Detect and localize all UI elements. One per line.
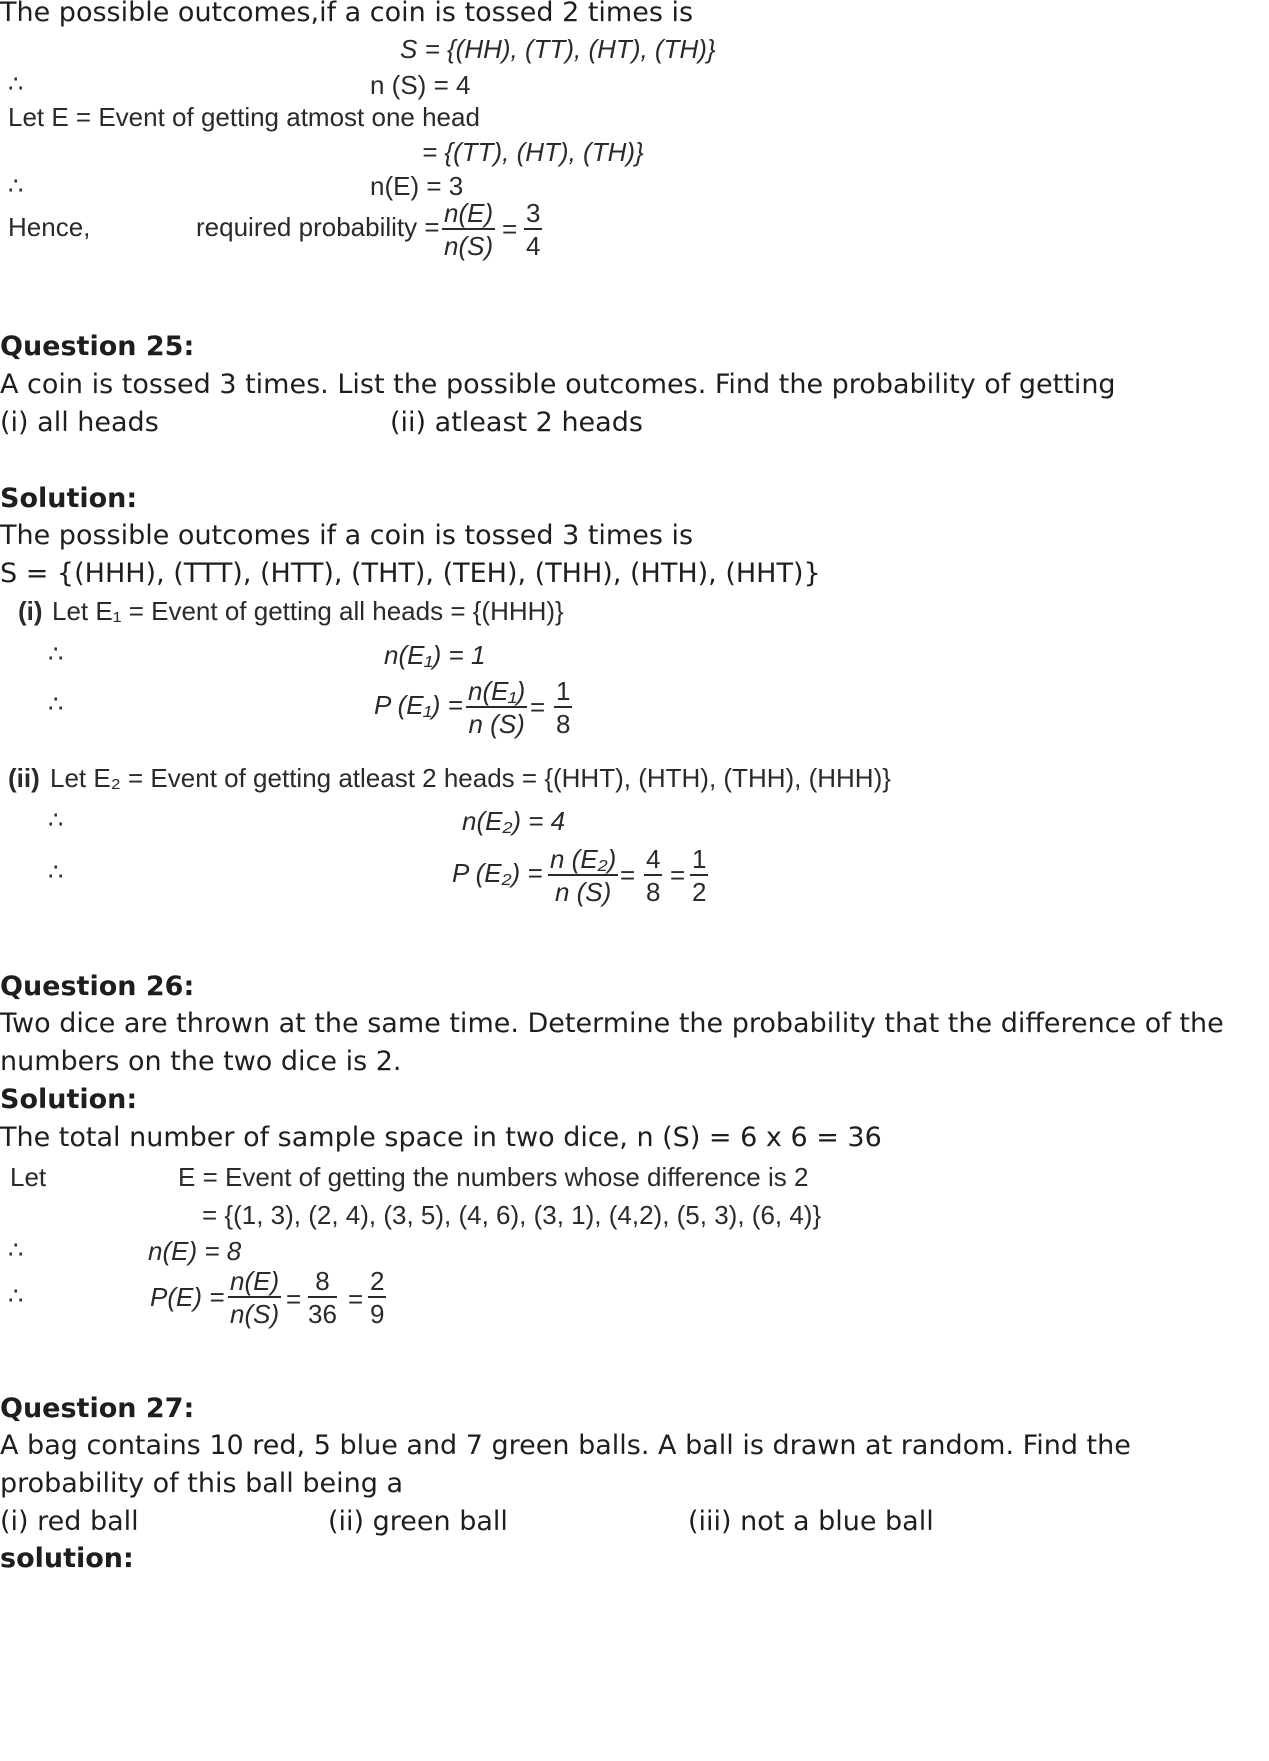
q26-mid <box>308 1266 337 1330</box>
fraction-denominator: n (S) <box>468 709 525 739</box>
fraction-denominator: 4 <box>526 231 541 261</box>
fraction-denominator: n(S) <box>444 231 494 261</box>
part-ii-event: Let E₂ = Event of getting atleast 2 heads = {(HHT), (HTH), (THH), (HHH)} <box>50 763 891 793</box>
q27-option-i: (i) red ball <box>0 1506 139 1537</box>
fraction-numerator: 1 <box>692 844 707 874</box>
result-fraction <box>524 198 542 262</box>
n-e-value: n(E) = 3 <box>370 171 464 201</box>
fraction-numerator: 1 <box>556 676 571 706</box>
part-ii-result <box>690 844 708 908</box>
fraction-numerator: n (E₂) <box>550 844 617 874</box>
question-27-heading: Question 27: <box>0 1393 195 1424</box>
part-i-n-value: n(E₁) = 1 <box>384 640 486 670</box>
fraction-denominator: 36 <box>308 1299 337 1329</box>
therefore-symbol: ∴ <box>48 690 64 718</box>
question-26-text-line2: numbers on the two dice is 2. <box>0 1046 402 1077</box>
part-i-result <box>554 676 572 740</box>
q25-solution-heading: Solution: <box>0 483 138 514</box>
probability-fraction <box>442 198 495 262</box>
equals-sign: = <box>502 214 518 244</box>
question-26-heading: Question 26: <box>0 971 195 1002</box>
therefore-symbol: ∴ <box>8 70 24 98</box>
part-ii-p-label: P (E₂) = <box>452 858 543 888</box>
required-probability-label: required probability = <box>196 212 440 242</box>
part-ii-label: (ii) <box>8 763 40 793</box>
question-25-heading: Question 25: <box>0 331 195 362</box>
q26-p-label: P(E) = <box>150 1282 225 1312</box>
equals-sign: = <box>530 692 546 722</box>
part-ii-fraction <box>548 844 618 908</box>
therefore-symbol: ∴ <box>8 1282 24 1310</box>
question-27-text-line1: A bag contains 10 red, 5 blue and 7 green balls. A ball is drawn at random. Find the <box>0 1430 1131 1461</box>
q27-option-iii: (iii) not a blue ball <box>688 1506 934 1537</box>
fraction-numerator: 4 <box>646 844 661 874</box>
q25-option-i: (i) all heads <box>0 407 159 438</box>
fraction-denominator: n(S) <box>230 1299 280 1329</box>
event-definition: Let E = Event of getting atmost one head <box>8 102 480 132</box>
equals-sign: = <box>286 1284 302 1314</box>
hence-label: Hence, <box>8 212 91 242</box>
therefore-symbol: ∴ <box>48 806 64 834</box>
fraction-numerator: 2 <box>370 1266 385 1296</box>
q25-option-ii: (ii) atleast 2 heads <box>390 407 643 438</box>
fraction-numerator: 3 <box>526 198 541 228</box>
q26-n-value: n(E) = 8 <box>148 1236 242 1266</box>
fraction-numerator: n(E₁) <box>468 676 526 706</box>
n-s-value: n (S) = 4 <box>370 70 471 100</box>
fraction-numerator: n(E) <box>230 1266 280 1296</box>
therefore-symbol: ∴ <box>48 858 64 886</box>
fraction-denominator: 2 <box>692 877 707 907</box>
event-set: = {(TT), (HT), (TH)} <box>422 137 644 167</box>
part-i-fraction <box>466 676 527 740</box>
part-ii-n-value: n(E₂) = 4 <box>462 806 566 836</box>
part-i-p-label: P (E₁) = <box>374 690 463 720</box>
equals-sign: = <box>348 1284 364 1314</box>
question-27-text-line2: probability of this ball being a <box>0 1468 403 1499</box>
q26-result <box>368 1266 386 1330</box>
therefore-symbol: ∴ <box>48 640 64 668</box>
equals-sign: = <box>670 860 686 890</box>
fraction-numerator: 8 <box>308 1266 337 1298</box>
top-intro-text: The possible outcomes,if a coin is tossed 2 times is <box>0 0 694 28</box>
q26-event-set: = {(1, 3), (2, 4), (3, 5), (4, 6), (3, 1), (4,2), (5, 3), (6, 4)} <box>202 1200 822 1230</box>
let-label: Let <box>10 1162 47 1192</box>
q26-fraction <box>228 1266 281 1330</box>
equals-sign: = <box>620 860 636 890</box>
part-ii-mid <box>644 844 662 908</box>
therefore-symbol: ∴ <box>8 1236 24 1264</box>
question-26-text-line1: Two dice are thrown at the same time. Determine the probability that the difference of the <box>0 1008 1224 1039</box>
part-i-label: (i) <box>18 596 43 626</box>
q27-solution-heading: solution: <box>0 1543 134 1574</box>
q26-solution-heading: Solution: <box>0 1084 138 1115</box>
q25-solution-intro: The possible outcomes if a coin is tossed 3 times is <box>0 520 694 551</box>
fraction-denominator: 8 <box>646 877 661 907</box>
q25-sample-space: S = {(HHH), (TTT), (HTT), (THT), (TEH), (THH), (HTH), (HHT)} <box>0 558 821 589</box>
part-i-event: Let E₁ = Event of getting all heads = {(HHH)} <box>52 596 564 626</box>
q26-sample-total: The total number of sample space in two dice, n (S) = 6 x 6 = 36 <box>0 1122 882 1153</box>
q27-option-ii: (ii) green ball <box>328 1506 508 1537</box>
fraction-numerator: n(E) <box>444 198 494 228</box>
q26-event-definition: E = Event of getting the numbers whose difference is 2 <box>178 1162 809 1192</box>
fraction-denominator: 9 <box>370 1299 385 1329</box>
fraction-denominator: 8 <box>556 709 571 739</box>
question-25-text: A coin is tossed 3 times. List the possible outcomes. Find the probability of getting <box>0 369 1116 400</box>
fraction-denominator: n (S) <box>554 877 612 907</box>
sample-space-2: S = {(HH), (TT), (HT), (TH)} <box>400 34 716 64</box>
therefore-symbol: ∴ <box>8 172 24 200</box>
